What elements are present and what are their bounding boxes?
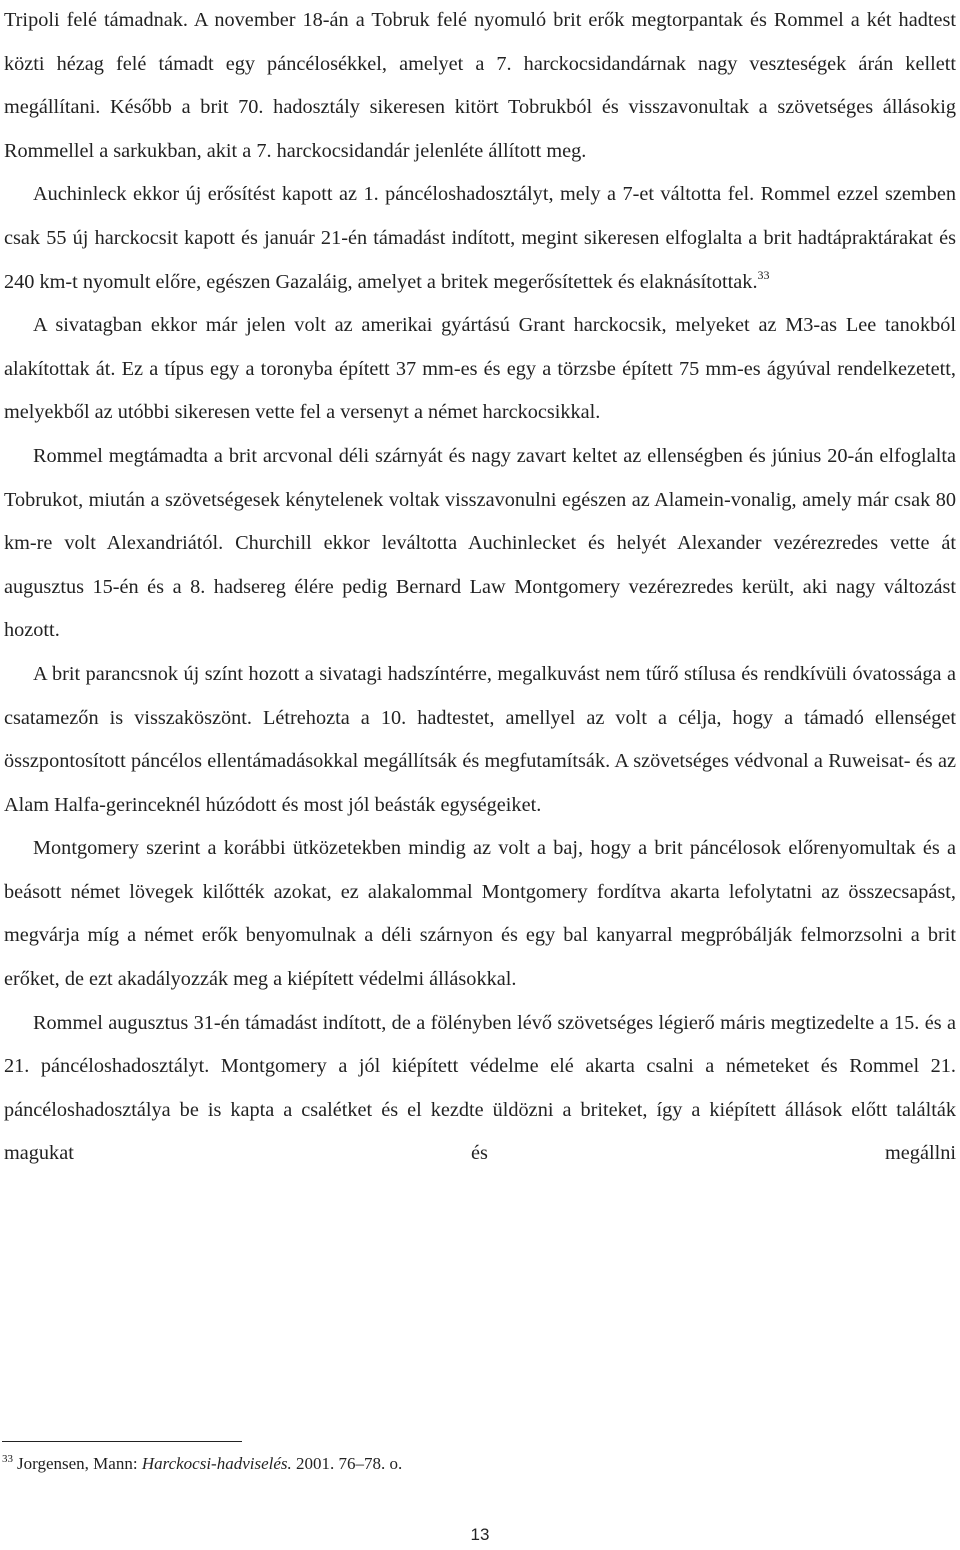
paragraph-7-text: Rommel augusztus 31-én támadást indított, de a fölényben lévő szövetséges légierő máris megtizedelte a 15. és a 21. páncéloshadosztályt. Montgomery a jól kiépített védelme elé akarta csalni a németeket és Rommel 21. páncéloshadosztálya be is kapta a csalétket és el kezdte üldözni a briteket, így a kiépített állások előtt találták magukat és megállni <box>4 1011 956 1165</box>
paragraph-2-text: Auchinleck ekkor új erősítést kapott az 1. páncéloshadosztályt, mely a 7-et váltotta fel. Rommel ezzel szemben csak 55 új harckocsit kapott és január 21-én támadást indított, megint sikeresen elfoglalta a brit hadtápraktárakat és 240 km-t nyomult előre, egészen Gazaláig, amelyet a britek megerősítettek és elaknásítottak. <box>4 183 956 293</box>
footnote-title: Harckocsi-hadviselés. <box>141 1454 292 1473</box>
paragraph-1-text: Tripoli felé támadnak. A november 18-án a Tobruk felé nyomuló brit erők megtorpantak és Rommel a két hadtest közti hézag felé támadt egy páncélosékkel, amelyet a 7. harckocsidandárnak nagy veszteségek árán kellett megállítani. Később a brit 70. hadosztály sikeresen kitört Tobrukból és visszavonultak a szövetséges állásokig Rommellel a sarkukban, akit a 7. harckocsidandár jelenléte állított meg. <box>4 9 956 162</box>
footnote-reference[interactable]: 33 <box>757 267 770 282</box>
paragraph-4 <box>4 435 956 653</box>
footnote-details: 2001. 76–78. o. <box>291 1454 403 1473</box>
page-number: 13 <box>470 1525 490 1544</box>
document-page <box>4 0 956 1176</box>
footnote <box>2 1453 402 1475</box>
footnote-number: 33 <box>2 1453 13 1465</box>
paragraph-5-text: A brit parancsnok új színt hozott a sivatagi hadszíntérre, megalkuvást nem tűrő stílusa és rendkívüli óvatossága a csatamezőn is visszaköszönt. Létrehozta a 10. hadtestet, amellyel az volt a célja, hogy a támadó ellenséget összpontosított páncélos ellentámadásokkal megállítsák és megfutamítsák. A szövetséges védvonal a Ruweisat- és az Alam Halfa-gerinceknél húzódott és most jól beásták egységeiket. <box>4 662 956 816</box>
footnote-separator <box>2 1441 242 1442</box>
paragraph-1 <box>4 0 956 173</box>
paragraph-6-text: Montgomery szerint a korábbi ütközetekben mindig az volt a baj, hogy a brit páncélosok előrenyomultak és a beásott német lövegek kilőtték azokat, ez alakalommal Montgomery fordítva akarta lefolytatni az összecsapást, megvárja míg a német erők benyomulnak a déli szárnyon és egy bal kanyarral megpróbálják felmorzsolni a brit erőket, de ezt akadályozzák meg a kiépített védelmi állásokkal. <box>4 837 956 991</box>
paragraph-5 <box>4 653 956 827</box>
paragraph-6 <box>4 827 956 1001</box>
paragraph-4-text: Rommel megtámadta a brit arcvonal déli szárnyát és nagy zavart keltet az ellenségben és június 20-án elfoglalta Tobrukot, miután a szövetségesek kénytelenek voltak visszavonulni egészen az Alamein-vonalig, amely már csak 80 km-re volt Alexandriától. Churchill ekkor leváltotta Auchinlecket és helyét Alexander vezérezredes vette át augusztus 15-én és a 8. hadsereg élére pedig Bernard Law Montgomery vezérezredes került, aki nagy változást hozott. <box>4 444 956 642</box>
paragraph-2 <box>4 173 956 304</box>
paragraph-3-text: A sivatagban ekkor már jelen volt az amerikai gyártású Grant harckocsik, melyeket az M3-as Lee tanokból alakítottak át. Ez a típus egy a toronyba épített 37 mm-es és egy a törzsbe épített 75 mm-es ágyúval rendelkezetett, melyekből az utóbbi sikeresen vette fel a versenyt a német harckocsikkal. <box>4 314 956 424</box>
paragraph-7 <box>4 1002 956 1176</box>
body-text <box>4 0 956 1176</box>
footnote-author: Jorgensen, Mann: <box>17 1454 142 1473</box>
paragraph-3 <box>4 304 956 435</box>
